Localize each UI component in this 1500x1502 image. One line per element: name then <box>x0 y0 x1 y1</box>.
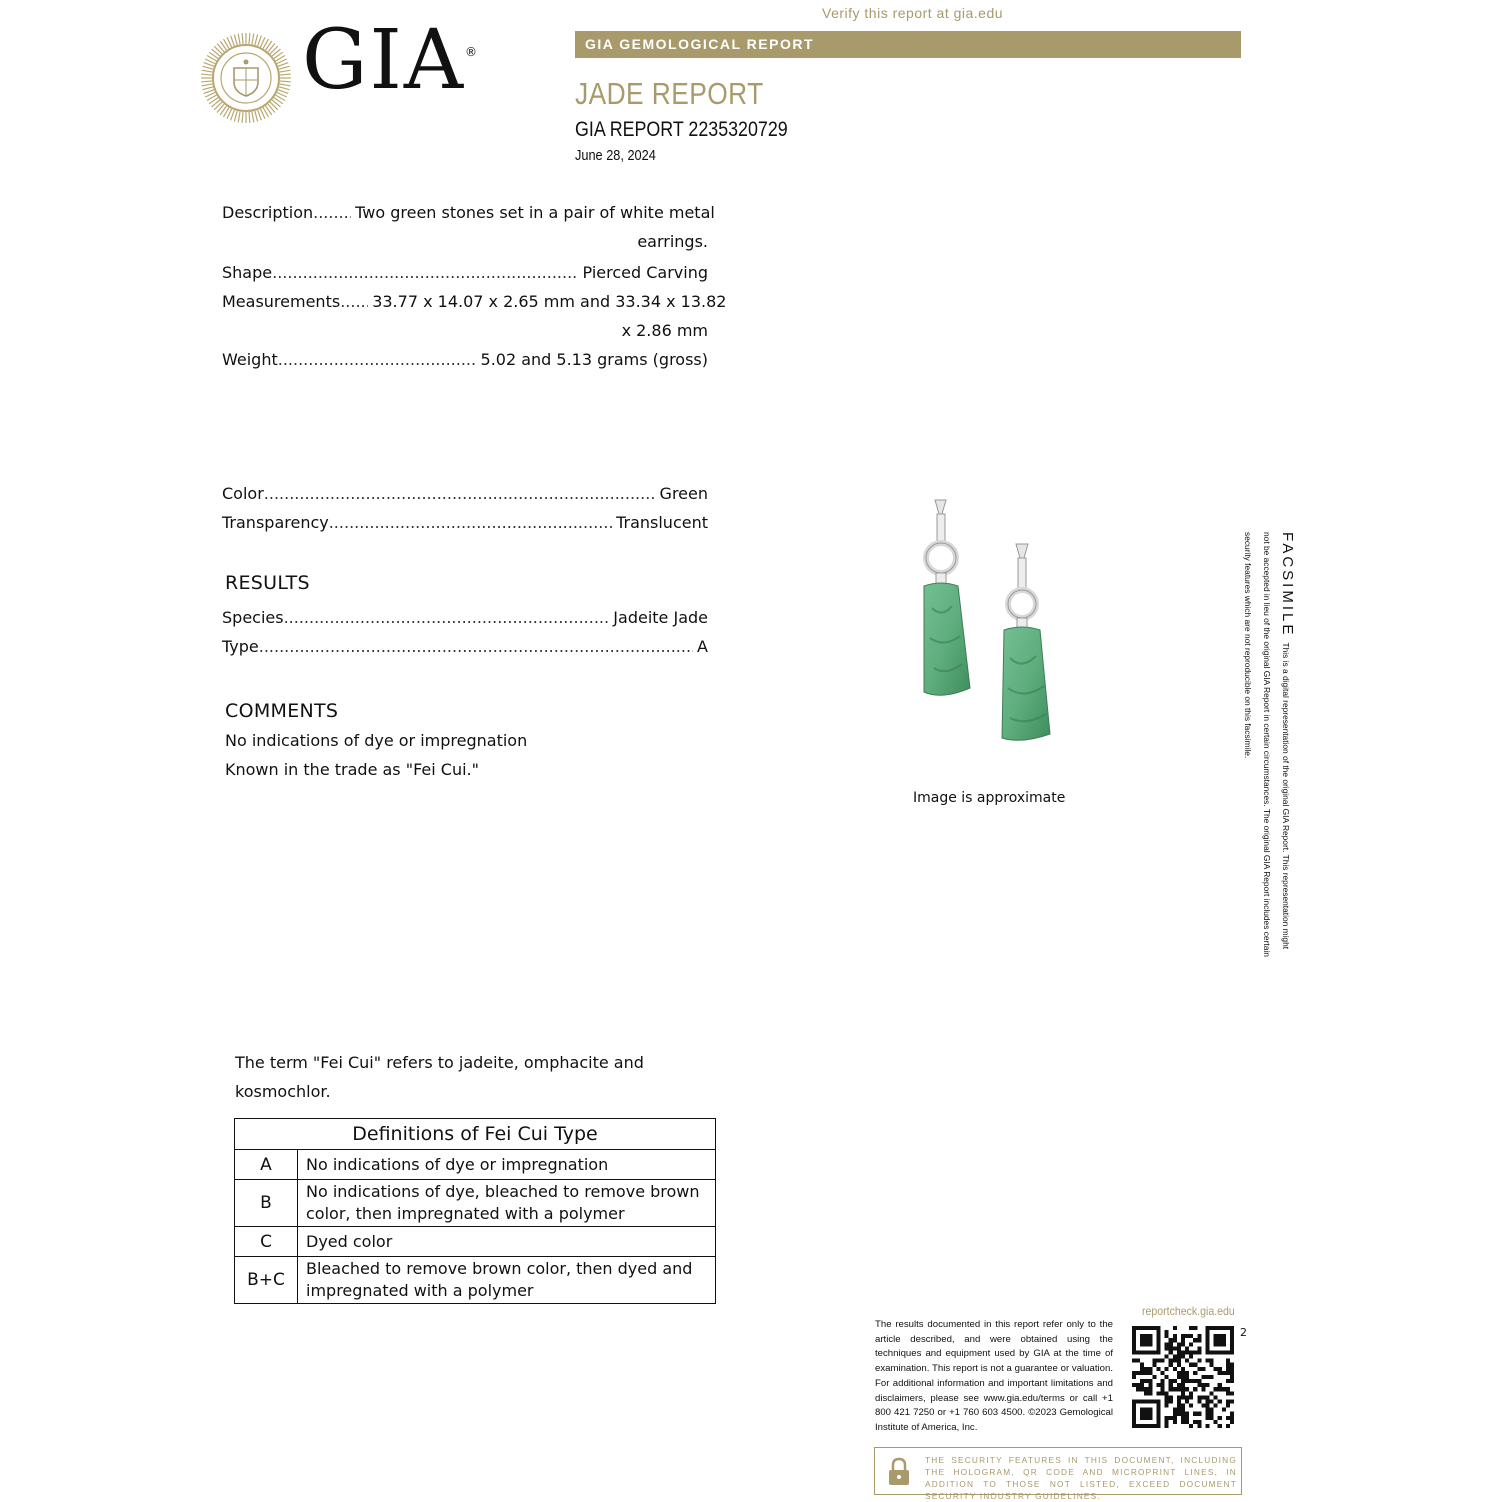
field-label: Color <box>222 484 264 503</box>
field-type <box>222 632 708 661</box>
type-definition: Bleached to remove brown color, then dyed and impregnated with a polymer <box>298 1257 716 1304</box>
leader-dots <box>278 345 477 374</box>
facsimile-text: This is a digital representation of the original GIA Report. This representation might not be accepted in lieu of the original GIA Report in certain circumstances. The original GIA Report includes certain security features which are not reproducible on this facsimile. <box>1243 532 1291 957</box>
facsimile-title: FACSIMILE <box>1279 532 1296 638</box>
field-value: Jadeite Jade <box>613 608 708 627</box>
field-value: 5.02 and 5.13 grams (gross) <box>480 350 708 369</box>
type-code: A <box>235 1150 298 1180</box>
security-notice <box>874 1447 1242 1501</box>
field-weight <box>222 345 708 374</box>
qr-code[interactable] <box>1132 1326 1234 1428</box>
field-transparency <box>222 508 708 537</box>
field-value: 33.77 x 14.07 x 2.65 mm and 33.34 x 13.82 <box>372 292 727 311</box>
leader-dots <box>313 198 351 227</box>
earrings-image <box>880 488 1090 748</box>
report-band <box>575 31 1241 58</box>
field-value: Pierced Carving <box>582 263 708 282</box>
field-label: Description <box>222 203 314 222</box>
report-number: GIA REPORT 2235320729 <box>575 118 788 141</box>
type-definition: Dyed color <box>298 1227 716 1257</box>
fei-cui-note: The term "Fei Cui" refers to jadeite, omphacite and kosmochlor. <box>235 1053 644 1101</box>
page-number: 2 <box>1240 1326 1247 1339</box>
reportcheck-link[interactable]: reportcheck.gia.edu <box>1142 1304 1235 1318</box>
field-label: Measurements <box>222 292 341 311</box>
field-label: Transparency <box>222 513 329 532</box>
table-row <box>235 1257 716 1304</box>
field-value-continued: x 2.86 mm <box>621 321 708 340</box>
table-title: Definitions of Fei Cui Type <box>235 1119 716 1150</box>
facsimile-notice <box>1243 532 1298 962</box>
band-title: GIA GEMOLOGICAL REPORT <box>585 36 815 52</box>
leader-dots <box>272 258 578 287</box>
table-row <box>235 1180 716 1227</box>
security-text: THE SECURITY FEATURES IN THIS DOCUMENT, INCLUDING THE HOLOGRAM, QR CODE AND MICROPRINT LINES, IN ADDITION TO THOSE NOT LISTED, EXCEED DOCUMENT SECURITY INDUSTRY GUIDELINES. <box>925 1455 1237 1501</box>
comment-line: Known in the trade as "Fei Cui." <box>225 760 479 779</box>
field-species <box>222 603 708 632</box>
field-description <box>222 198 715 256</box>
verify-link[interactable]: Verify this report at gia.edu <box>822 5 1004 21</box>
type-code: C <box>235 1227 298 1257</box>
leader-dots <box>264 479 656 508</box>
field-label: Type <box>222 637 259 656</box>
comments-heading: COMMENTS <box>225 700 339 722</box>
report-type-title: JADE REPORT <box>575 76 764 111</box>
fei-cui-definitions-table <box>234 1118 716 1304</box>
lock-icon <box>885 1456 913 1488</box>
field-value: A <box>697 637 708 656</box>
field-measurements <box>222 287 727 345</box>
comment-line: No indications of dye or impregnation <box>225 731 528 750</box>
field-color <box>222 479 708 508</box>
field-label: Weight <box>222 350 278 369</box>
registered-mark: ® <box>465 45 477 59</box>
field-shape <box>222 258 708 287</box>
report-date: June 28, 2024 <box>575 147 656 164</box>
results-heading: RESULTS <box>225 572 310 594</box>
type-definition: No indications of dye, bleached to remove brown color, then impregnated with a polymer <box>298 1180 716 1227</box>
leader-dots <box>329 508 612 537</box>
gia-seal-logo <box>200 32 292 124</box>
field-value: Green <box>659 484 708 503</box>
table-row <box>235 1150 716 1180</box>
type-code: B <box>235 1180 298 1227</box>
type-code: B+C <box>235 1257 298 1304</box>
leader-dots <box>284 603 610 632</box>
type-definition: No indications of dye or impregnation <box>298 1150 716 1180</box>
disclaimer-text: The results documented in this report refer only to the article described, and were obtained using the techniques and equipment used by GIA at the time of examination. This report is not a guarantee or valuation. For additional information and important limitations and disclaimers, please see www.gia.edu/terms or call +1 800 421 7250 or +1 760 603 4500. ©2023 Gemological Institute of America, Inc. <box>875 1319 1113 1433</box>
image-caption: Image is approximate <box>913 790 1066 806</box>
field-value-continued: earrings. <box>637 232 708 251</box>
gia-logo-text: GIA <box>302 13 466 108</box>
field-label: Shape <box>222 263 273 282</box>
table-row <box>235 1227 716 1257</box>
right-earring <box>1002 544 1050 740</box>
leader-dots <box>340 287 368 316</box>
field-value: Translucent <box>616 513 708 532</box>
field-label: Species <box>222 608 284 627</box>
leader-dots <box>259 632 693 661</box>
left-earring <box>924 500 970 695</box>
field-value: Two green stones set in a pair of white metal <box>355 203 715 222</box>
